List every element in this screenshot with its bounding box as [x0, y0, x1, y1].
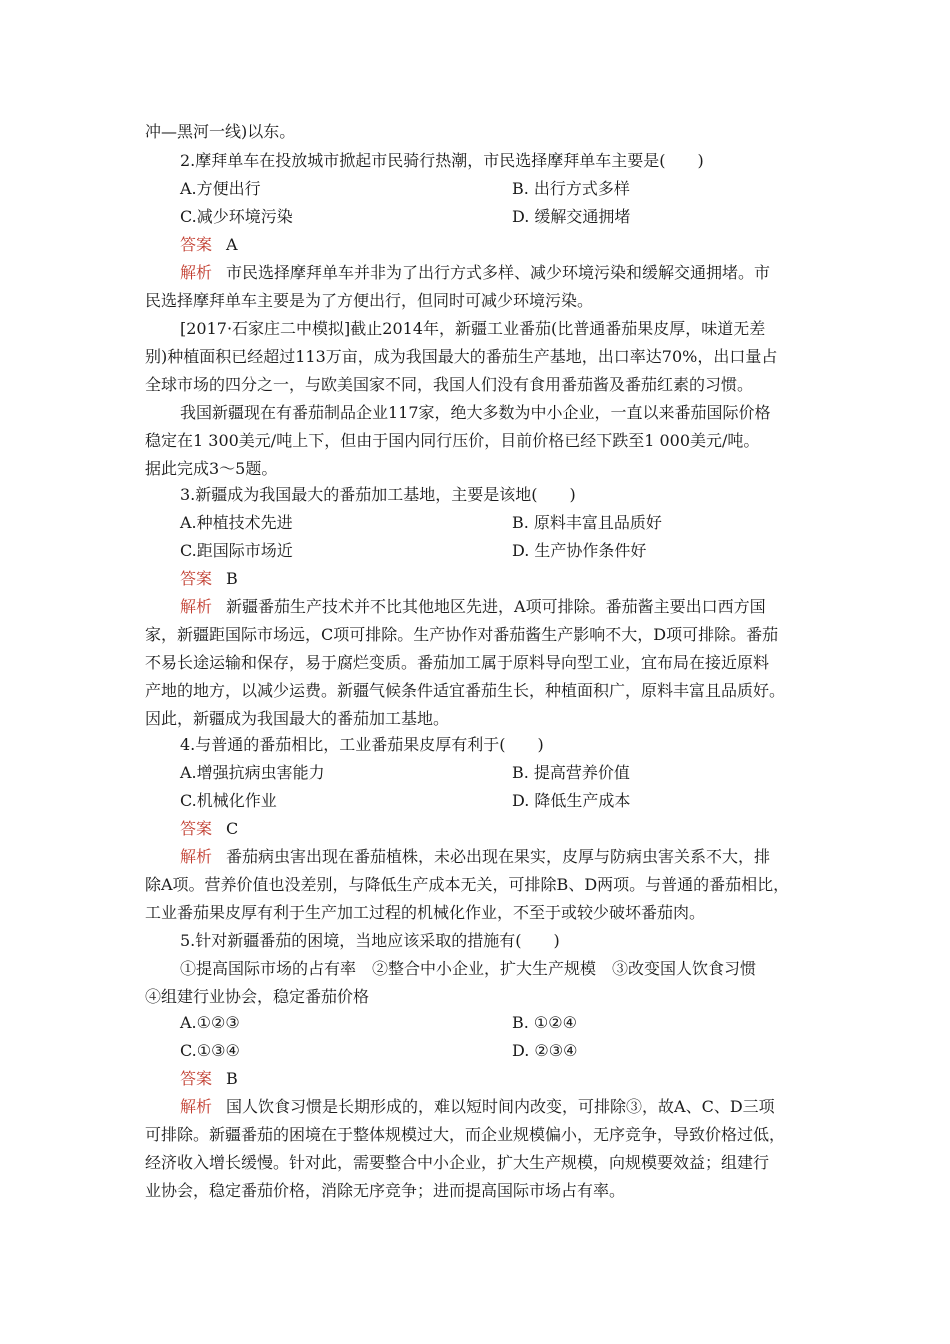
q2-option-c: C.减少环境污染	[180, 207, 293, 226]
q5-analysis-line-2: 可排除。新疆番茄的困境在于整体规模过大，而企业规模偏小，无序竞争，导致价格过低，	[145, 1125, 786, 1144]
answer-value: A	[226, 235, 238, 254]
q3-analysis-line-4: 产地的地方，以减少运费。新疆气候条件适宜番茄生长，种植面积广，原料丰富且品质好。	[145, 681, 786, 700]
analysis-label: 解析	[180, 847, 213, 866]
q5-analysis-line-3: 经济收入增长缓慢。针对此，需要整合中小企业，扩大生产规模，向规模要效益；组建行	[145, 1153, 770, 1172]
q4-option-a: A.增强抗病虫害能力	[180, 763, 325, 782]
material-p2-line-1: 我国新疆现在有番茄制品企业117家，绝大多数为中小企业，一直以来番茄国际价格	[180, 403, 771, 422]
q4-option-b: B. 提高营养价值	[512, 763, 630, 782]
q2-option-b: B. 出行方式多样	[512, 179, 630, 198]
material-p2-line-2: 稳定在1 300美元/吨上下，但由于国内同行压价，目前价格已经下跌至1 000美元/吨。	[145, 431, 760, 450]
q5-option-a: A.①②③	[180, 1013, 240, 1032]
q3-option-d: D. 生产协作条件好	[512, 541, 647, 560]
analysis-text: 市民选择摩拜单车并非为了出行方式多样、减少环境污染和缓解交通拥堵。市	[226, 263, 771, 282]
q5-stem: 5.针对新疆番茄的困境，当地应该采取的措施有( )	[180, 931, 560, 950]
analysis-label: 解析	[180, 263, 213, 282]
q3-option-a: A.种植技术先进	[180, 513, 293, 532]
q2-option-a: A.方便出行	[180, 179, 261, 198]
material-p1-line-1: [2017·石家庄二中模拟]截止2014年，新疆工业番茄(比普通番茄果皮厚，味道无差	[180, 319, 766, 338]
q5-answer	[180, 1069, 238, 1089]
intro-tail: 冲—黑河一线)以东。	[145, 122, 296, 141]
q3-analysis-line-2: 家，新疆距国际市场远，C项可排除。生产协作对番茄酱生产影响不大，D项可排除。番茄	[145, 625, 779, 644]
q3-analysis-line-5: 因此，新疆成为我国最大的番茄加工基地。	[145, 709, 450, 728]
q3-stem: 3.新疆成为我国最大的番茄加工基地，主要是该地( )	[180, 485, 576, 504]
q2-option-d: D. 缓解交通拥堵	[512, 207, 631, 226]
q4-stem: 4.与普通的番茄相比，工业番茄果皮厚有利于( )	[180, 735, 544, 754]
answer-label: 答案	[180, 235, 213, 254]
answer-value: C	[226, 819, 239, 838]
q5-analysis-line-1	[180, 1097, 775, 1117]
q4-answer	[180, 819, 238, 839]
q4-analysis-line-3: 工业番茄果皮厚有利于生产加工过程的机械化作业，不至于或较少破坏番茄肉。	[145, 903, 706, 922]
answer-value: B	[226, 569, 238, 588]
answer-label: 答案	[180, 819, 213, 838]
q5-analysis-line-4: 业协会，稳定番茄价格，消除无序竞争；进而提高国际市场占有率。	[145, 1181, 626, 1200]
q4-option-d: D. 降低生产成本	[512, 791, 631, 810]
q5-option-d: D. ②③④	[512, 1041, 578, 1060]
q2-analysis-line-2: 民选择摩拜单车主要是为了方便出行，但同时可减少环境污染。	[145, 291, 594, 310]
material-p1-line-2: 别)种植面积已经超过113万亩，成为我国最大的番茄生产基地，出口率达70%，出口量占	[145, 347, 778, 366]
q3-analysis-line-1	[180, 597, 766, 617]
q3-option-c: C.距国际市场近	[180, 541, 293, 560]
analysis-label: 解析	[180, 1097, 213, 1116]
q4-option-c: C.机械化作业	[180, 791, 277, 810]
q5-option-b: B. ①②④	[512, 1013, 577, 1032]
q3-analysis-line-3: 不易长途运输和保存，易于腐烂变质。番茄加工属于原料导向型工业，宜布局在接近原料	[145, 653, 770, 672]
q3-option-b: B. 原料丰富且品质好	[512, 513, 662, 532]
q5-choices-line-2: ④组建行业协会，稳定番茄价格	[145, 987, 370, 1006]
analysis-label: 解析	[180, 597, 213, 616]
q2-stem: 2.摩拜单车在投放城市掀起市民骑行热潮，市民选择摩拜单车主要是( )	[180, 151, 704, 170]
q2-analysis-line-1	[180, 263, 770, 283]
q2-answer	[180, 235, 238, 255]
answer-label: 答案	[180, 569, 213, 588]
analysis-text: 番茄病虫害出现在番茄植株，未必出现在果实，皮厚与防病虫害关系不大，排	[226, 847, 771, 866]
material-p2-line-3: 据此完成3～5题。	[145, 459, 278, 478]
q4-analysis-line-2: 除A项。营养价值也没差别，与降低生产成本无关，可排除B、D两项。与普通的番茄相比，	[145, 875, 790, 894]
analysis-text: 新疆番茄生产技术并不比其他地区先进，A项可排除。番茄酱主要出口西方国	[226, 597, 766, 616]
q5-option-c: C.①③④	[180, 1041, 240, 1060]
q5-choices-line-1: ①提高国际市场的占有率 ②整合中小企业，扩大生产规模 ③改变国人饮食习惯	[180, 959, 757, 978]
q3-answer	[180, 569, 238, 589]
analysis-text: 国人饮食习惯是长期形成的，难以短时间内改变，可排除③，故A、C、D三项	[226, 1097, 775, 1116]
answer-label: 答案	[180, 1069, 213, 1088]
material-p1-line-3: 全球市场的四分之一，与欧美国家不同，我国人们没有食用番茄酱及番茄红素的习惯。	[145, 375, 754, 394]
answer-value: B	[226, 1069, 238, 1088]
q4-analysis-line-1	[180, 847, 770, 867]
